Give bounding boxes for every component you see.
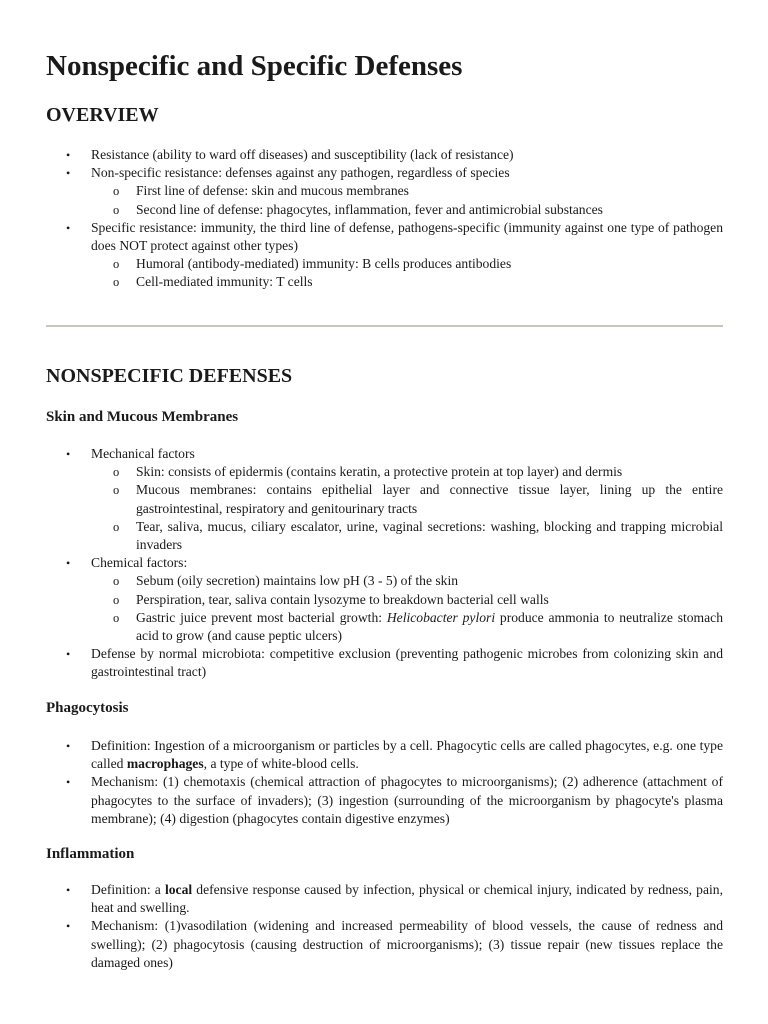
- nonspecific-heading: NONSPECIFIC DEFENSES: [46, 365, 293, 387]
- list-item: [46, 146, 723, 164]
- list-item-text: Resistance (ability to ward off diseases) and susceptibility (lack of resistance): [91, 147, 514, 162]
- sub-list: [91, 463, 723, 554]
- list-item: • Mechanism: (1)vasodilation (widening and increased permeability of blood vessels, the cause of redness and swelling); (2) phagocytosis (causing destruction of microorganisms); (3) tissue repair (new tissues replace the damaged ones): [46, 917, 723, 972]
- sub-list-item: o Tear, saliva, mucus, ciliary escalator, urine, vaginal secretions: washing, blocking and trapping microbial invaders: [91, 518, 723, 554]
- list-item: [46, 881, 723, 917]
- sub-list: [91, 182, 723, 218]
- list-item-text: Non-specific resistance: defenses against any pathogen, regardless of species: [91, 165, 510, 181]
- inflammation-heading: Inflammation: [46, 846, 135, 862]
- gastric-text-after: produce ammonia to neutralize stomach acid to grow (and cause peptic ulcers): [136, 609, 723, 644]
- phagocytosis-list: [46, 737, 723, 828]
- list-item-text: Mechanical factors: [91, 446, 195, 461]
- list-item: • Mechanism: (1) chemotaxis (chemical attraction of phagocytes to microorganisms); (2) adherence (attachment of phagocytes to the surface of invaders); (3) ingestion (surrounding of the microorganism by phagocyte's plasma membrane); (4) digestion (phagocytes contain digestive enzymes): [46, 773, 723, 828]
- list-item: [46, 219, 723, 292]
- sub-list-item: o Perspiration, tear, saliva contain lysozyme to breakdown bacterial cell walls: [91, 591, 723, 609]
- list-item: [46, 645, 723, 681]
- sub-list: [91, 572, 723, 645]
- gastric-text-before: Gastric juice prevent most bacterial growth:: [136, 609, 387, 625]
- skin-list: [46, 445, 723, 682]
- definition-after: , a type of white-blood cells.: [203, 756, 359, 772]
- definition-after: defensive response caused by infection, physical or chemical injury, indicated by redness, pain, heat and swelling.: [91, 882, 723, 916]
- sub-list: [91, 255, 723, 291]
- page-title: Nonspecific and Specific Defenses: [46, 50, 463, 82]
- section-divider: [46, 325, 723, 327]
- phagocytosis-heading: Phagocytosis: [46, 700, 129, 716]
- definition-before: Definition: a: [91, 882, 165, 897]
- definition-before: Definition: Ingestion of a microorganism or particles by a cell. Phagocytic cells are called phagocytes, e.g. one type called: [91, 738, 723, 772]
- list-item-text: Specific resistance: immunity, the third line of defense, pathogens-specific (immunity against one type of pathogen does NOT protect against other types): [91, 219, 723, 254]
- overview-heading: OVERVIEW: [46, 104, 159, 126]
- definition-bold-term: macrophages: [126, 756, 204, 772]
- list-item: [46, 554, 723, 645]
- sub-list-item: o Second line of defense: phagocytes, inflammation, fever and antimicrobial substances: [91, 201, 723, 219]
- skin-heading: Skin and Mucous Membranes: [46, 409, 239, 425]
- sub-list-item: o Skin: consists of epidermis (contains keratin, a protective protein at top layer) and dermis: [91, 463, 723, 481]
- species-name: Helicobacter pylori: [386, 609, 496, 625]
- sub-list-item: o Humoral (antibody-mediated) immunity: B cells produces antibodies: [91, 255, 723, 273]
- inflammation-list: [46, 881, 723, 972]
- list-item: [46, 445, 723, 554]
- sub-list-item: [91, 609, 723, 645]
- overview-list: [46, 146, 723, 292]
- list-item: [46, 737, 723, 773]
- list-item: [46, 164, 723, 219]
- list-item-text: Chemical factors:: [91, 555, 188, 571]
- definition-bold-term: local: [164, 882, 193, 897]
- sub-list-item: o Cell-mediated immunity: T cells: [91, 273, 723, 291]
- sub-list-item: o First line of defense: skin and mucous membranes: [91, 182, 723, 200]
- list-item-text: Defense by normal microbiota: competitive exclusion (preventing pathogenic microbes from colonizing skin and gastrointestinal tract): [91, 646, 723, 680]
- sub-list-item: o Mucous membranes: contains epithelial layer and connective tissue layer, lining up the entire gastrointestinal, respiratory and genitourinary tracts: [91, 481, 723, 517]
- sub-list-item: o Sebum (oily secretion) maintains low pH (3 - 5) of the skin: [91, 572, 723, 590]
